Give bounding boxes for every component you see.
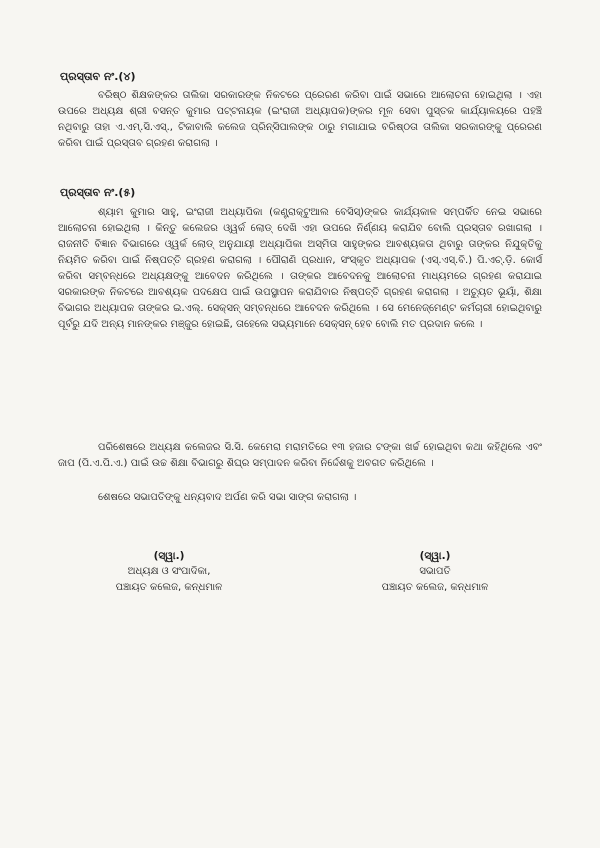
- closing-thanks: ଶେଷରେ ସଭାପତିଙ୍କୁ ଧନ୍ୟବାଦ ଅର୍ପଣ କରି ସଭା ସାଙ୍ଗ କରାଗଲା ।: [98, 492, 357, 503]
- signature-mark: (ସ୍ୱା.): [153, 550, 185, 562]
- signature-title: ସଭାପତି: [419, 566, 451, 577]
- signature-institution: ପଞ୍ଚାୟତ କଲେଜ, କନ୍ଧମାଳ: [115, 582, 223, 593]
- signature-title: ଅଧ୍ୟକ୍ଷ ଓ ସଂପାଦିକା,: [127, 566, 211, 577]
- resolution-4-heading: ପ୍ରସ୍ତାବ ନଂ.(୪): [60, 70, 136, 83]
- resolution-5-heading: ପ୍ରସ୍ତାବ ନଂ.(୫): [60, 186, 136, 199]
- signature-institution: ପଞ୍ଚାୟତ କଲେଜ, କନ୍ଧମାଳ: [381, 582, 489, 593]
- resolution-4-body: ବରିଷ୍ଠ ଶିକ୍ଷକଙ୍କର ତାଲିକା ସରକାରଙ୍କ ନିକଟରେ ପ୍ରେରଣ କରିବା ପାଇଁ ସଭାରେ ଆଲୋଚନା ହୋଇଥିଲା । ଏହା ଉପରେ ଅଧ୍ୟକ୍ଷ ଶ୍ରୀ ବସନ୍ତ କୁମାର ପଟ୍ଟନାୟକ (ଇଂରାଜୀ ଅଧ୍ୟାପକ)ଙ୍କର ମୂଳ ସେବା ପୁସ୍ତକ କାର୍ଯ୍ୟାଳୟରେ ପହଞ୍ଚି ନଥିବାରୁ ତାହା ଏ.ଏମ୍.ସି.ଏସ୍., ଟିକାବାଲି କଲେଜ ପ୍ରିନ୍ସିପାଲଙ୍କ ଠାରୁ ମଗାଯାଇ ବରିଷ୍ଠତା ତାଲିକା ସରକାରଙ୍କୁ ପ୍ରେରଣ କରିବା ପାଇଁ ପ୍ରସ୍ତାବ ଗ୍ରହଣ କରାଗଲା ।: [58, 90, 542, 149]
- closing-paragraph: ପରିଶେଷରେ ଅଧ୍ୟକ୍ଷ କଲେଜର ସି.ସି. କେମେରା ମରାମତିରେ ୧୩ ହଜାର ଟଙ୍କା ଖର୍ଚ୍ଚ ହୋଇଥିବା କଥା କହିଥିଲେ ଏବଂ ଜାପ (ପି.ଏ.ପି.ଏ.) ପାଇଁ ଉଚ୍ଚ ଶିକ୍ଷା ବିଭାଗରୁ ଶିଘ୍ର ସମ୍ପାଦନ କରିବା ନିର୍ଦ୍ଦେଶକୁ ଅବଗତ କରିଥିଲେ ।: [58, 442, 542, 469]
- resolution-5-body: ଶ୍ୟାମ କୁମାର ସାହୁ, ଇଂରାଜୀ ଅଧ୍ୟାପିକା (କଣ୍ଟ୍ରାକ୍ଟୁଆଲ ବେସିସ୍)ଙ୍କର କାର୍ଯ୍ୟକାଳ ସମ୍ପର୍କିତ ନେଇ ସଭାରେ ଆଲୋଚନା ହୋଇଥିଲା । କିନ୍ତୁ କଲେଜର ଓ୍ୱର୍କ ଲୋଡ୍ ଦେଖି ଏହା ଉପରେ ନିର୍ଣ୍ଣୟ କରାଯିବ ବୋଲି ପ୍ରସ୍ତାବ ରଖାଗଲା । ରାଜନୀତି ବିଜ୍ଞାନ ବିଭାଗରେ ଓ୍ୱର୍କ ଲୋଡ୍ ଅନୁଯାୟୀ ଅଧ୍ୟାପିକା ଅସ୍ମିତା ସାହୁଙ୍କର ଆବଶ୍ୟକତା ଥିବାରୁ ତାଙ୍କର ନିଯୁକ୍ତିକୁ ନିୟମିତ କରିବା ପାଇଁ ନିଷ୍ପତ୍ତି ଗ୍ରହଣ କରାଗଲା । ପୌରାଣି ପ୍ରଧାନ, ସଂସ୍କୃତ ଅଧ୍ୟାପକ (ଏସ୍.ଏସ୍.ବି.) ପି.ଏଚ୍.ଡ଼ି. କୋର୍ସ କରିବା ସମ୍ବନ୍ଧରେ ଅଧ୍ୟକ୍ଷଙ୍କୁ ଆବେଦନ କରିଥିଲେ । ତାଙ୍କର ଆବେଦନକୁ ଆଲୋଚନା ମାଧ୍ୟମରେ ଗ୍ରହଣ କରାଯାଇ ସରକାରଙ୍କ ନିକଟରେ ଆବଶ୍ୟକ ପଦକ୍ଷେପ ପାଇଁ ଉପସ୍ଥାପନ କରାଯିବାର ନିଷ୍ପତ୍ତି ଗ୍ରହଣ କରାଗଲା । ଅଚ୍ୟୁତ ଭୂୟାଁ, ଶିକ୍ଷା ବିଭାଗର ଅଧ୍ୟାପକ ତାଙ୍କର ଇ.ଏଲ୍. ସେକ୍ସନ୍ ସମ୍ବନ୍ଧରେ ଆବେଦନ କରିଥିଲେ । ସେ ମେନେଜ୍‌ମେଣ୍ଟ କର୍ମଚାରୀ ହୋଇଥିବାରୁ ପୂର୍ବରୁ ଯଦି ଅନ୍ୟ ମାନଙ୍କର ମଞ୍ଜୁର ହୋଇଛି, ତାହେଲେ ସଭ୍ୟମାନେ ସେକ୍ସନ୍ ହେବ ବୋଲି ମତ ପ୍ରଦାନ କଲେ ।: [58, 207, 542, 330]
- signature-left: [84, 548, 254, 596]
- signature-mark: (ସ୍ୱା.): [419, 550, 451, 562]
- signature-right: [350, 548, 520, 596]
